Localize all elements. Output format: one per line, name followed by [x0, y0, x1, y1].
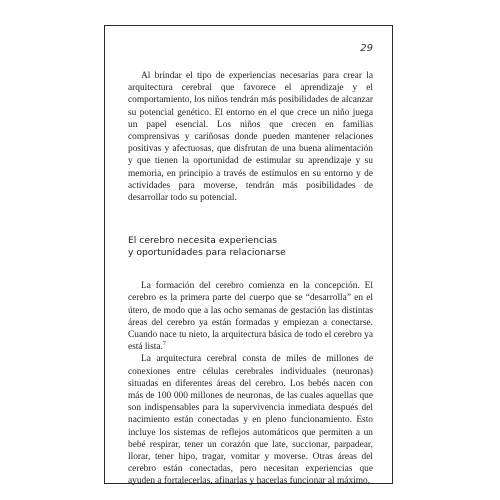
paragraph-brain-formation-text: La formación del cerebro comienza en la concepción. El cerebro es la primera parte del cuerpo que se “desarrolla” en el útero, de modo que a las ocho semanas de gestación las distintas áreas del cerebro ya están formadas y empiezan a conectarse. Cuando nace tu nieto, la arquitectura básica de todo el cerebro ya está lista.	[128, 281, 373, 353]
section-heading	[128, 235, 373, 259]
section-heading-line-2: y oportunidades para relacionarse	[128, 247, 286, 259]
paragraph-brain-formation	[128, 280, 373, 353]
paragraph-brain-architecture: La arquitectura cerebral consta de miles de millones de conexiones entre células cerebrales individuales (neuronas) situadas en diferentes áreas del cerebro. Los bebés nacen con más de 100 000 millones de neuronas, de las cuales aquellas que son indispensables para la supervivencia inmediata después del nacimiento están conectadas y en pleno funcionamiento. Esto incluye los sistemas de reflejos automáticos que permiten a un bebé respirar, tener un corazón que late, succionar, parpadear, llorar, tener hipo, tragar, vomitar y moverse. Otras áreas del cerebro están conectadas, pero necesitan experiencias que ayuden a fortalecerlas, afinarlas y hacerlas funcionar al máximo,	[128, 354, 373, 487]
section-heading-line-1: El cerebro necesita experiencias	[128, 235, 278, 247]
footnote-reference: 7	[162, 341, 166, 348]
page-body	[128, 70, 373, 488]
paragraph-intro: Al brindar el tipo de experiencias necesarias para crear la arquitectura cerebral que favorece el aprendizaje y el comportamiento, los niños tendrán más posibilidades de alcanzar su potencial genético. El entorno en el que crece un niño juega un papel esencial. Los niños que crecen en familias comprensivas y cariñosas donde pueden mantener relaciones positivas y afectuosas, que disfrutan de una buena alimentación y que tienen la oportunidad de estimular su aprendizaje y su memoria, en principio a través de estímulos en su entorno y de actividades para moverse, tendrán más posibilidades de desarrollar todo su potencial.	[128, 71, 373, 204]
page-number: 29	[360, 43, 373, 54]
book-page	[104, 25, 393, 487]
